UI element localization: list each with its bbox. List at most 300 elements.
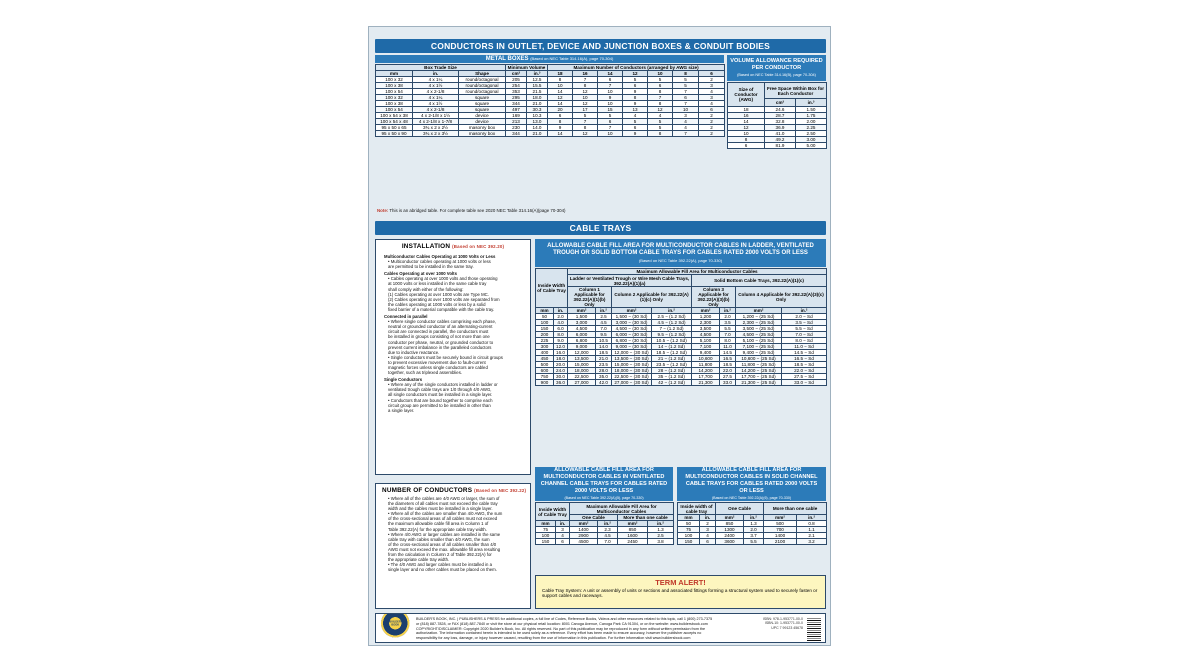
conductor-rule-line: • Where all of the cables are smaller than 4/0 AWG, the sum	[388, 511, 503, 517]
conductor-rule-line: cable tray with cables smaller than 4/0 AWG, the sum	[388, 536, 490, 542]
table-cell: 150	[536, 539, 556, 545]
table-cell: 2	[699, 125, 725, 131]
max-fill-header: Maximum Allowable Fill Area for Multiconductor Cables	[568, 269, 827, 275]
installation-line: • Multiconductor cables operating at 1000 volts or less	[388, 259, 491, 265]
unit-header: in.²	[797, 515, 827, 521]
table-cell: 10.5	[596, 338, 612, 344]
table-cell: 95 x 50 x 65	[376, 125, 413, 131]
table-cell: 17,700 − (25 Sd)	[736, 374, 782, 380]
volume-allowance-ref: (Based on NEC Table 314.16(B), page 70-304)	[737, 72, 816, 77]
installation-line: be installed in groups consisting of not more than one	[388, 334, 490, 340]
table-cell: 15,000	[568, 362, 596, 368]
table-cell: 6	[673, 95, 699, 101]
table-cell: device	[459, 119, 506, 125]
table-cell: 14 − (1.2 Sd)	[652, 344, 692, 350]
table-cell: 4	[673, 125, 699, 131]
table-cell: 169	[506, 113, 527, 119]
ventilated-channel-ref: (Based on NEC Table 392.22(A)(5), page 70-330)	[564, 495, 644, 500]
table-cell: 18.5	[720, 362, 736, 368]
table-cell: 8	[648, 101, 673, 107]
solid-channel-heading: ALLOWABLE CABLE FILL AREA FOR MULTICONDUCTOR CABLES IN SOLID CHANNEL CABLE TRAYS FOR CABLES RATED 2000 VOLTS OR LESS	[685, 467, 818, 494]
table-cell: 100 x 54	[376, 107, 413, 113]
table-cell: 2.1	[797, 533, 827, 539]
column-header: Shape	[459, 71, 506, 77]
unit-header: mm²	[716, 515, 744, 521]
table-cell: 6	[556, 539, 570, 545]
table-cell: 6	[728, 143, 765, 149]
installation-line: • Conductors that are bound together to comprise each	[388, 397, 493, 403]
table-cell: 497	[506, 107, 527, 113]
table-cell: 4500	[570, 539, 598, 545]
column-3-header: Column 3 Applicable for 392.22(A)(3)(b) Only	[692, 287, 736, 308]
unit-header: mm²	[736, 308, 782, 314]
table-cell: 6.0	[554, 326, 568, 332]
table-cell: 213	[506, 119, 527, 125]
table-cell: 15.5	[527, 83, 548, 89]
table-cell: 2100	[764, 539, 797, 545]
table-cell: 5	[673, 77, 699, 83]
table-cell: 1,200	[692, 314, 720, 320]
publisher-footer	[375, 613, 826, 643]
table-cell: 6	[548, 113, 573, 119]
installation-line: ventilated trough cable trays are 1/0 through 4/0 AWG,	[388, 387, 492, 393]
table-cell: 30.3	[527, 107, 548, 113]
table-cell: 33.0	[720, 380, 736, 386]
table-cell: 6	[598, 119, 623, 125]
main-title: CONDUCTORS IN OUTLET, DEVICE AND JUNCTION BOXES & CONDUIT BODIES	[375, 39, 826, 53]
installation-subheading: Cables Operating at over 1000 Volts	[384, 271, 457, 277]
table-cell: 3.00	[796, 137, 827, 143]
table-cell: 21.0	[596, 356, 612, 362]
solid-group-header: Solid Bottom Cable Trays, 392.22(A)(1)(c)	[692, 275, 827, 287]
table-cell: 8	[728, 137, 765, 143]
installation-line: the cables operating at 1000 volts or less by a solid	[388, 301, 486, 307]
conductor-rule-line: width and the cables must be installed in a single layer.	[388, 506, 493, 512]
table-cell: 900	[536, 380, 554, 386]
table-cell: 22.0	[720, 368, 736, 374]
table-cell: 9	[623, 89, 648, 95]
conductor-rule-line: AWG must not exceed the max. allowable fill area resulting	[388, 546, 501, 552]
number-conductors-panel	[375, 483, 531, 609]
table-cell: 9,000	[568, 344, 596, 350]
table-cell: 5	[573, 113, 598, 119]
table-cell: 4	[673, 119, 699, 125]
conductor-rule-line: • The 4/0 AWG and larger cables must be installed in a	[388, 562, 492, 568]
table-cell: 2.0 − Sd	[782, 314, 827, 320]
table-cell: 13.0	[527, 119, 548, 125]
isbn-line: ISBN: 978-1-953771-00-0	[762, 617, 803, 621]
unit-header: mm²	[764, 515, 797, 521]
ladder-table-title	[535, 239, 826, 267]
table-cell: 23.5 − (1.2 Sd)	[652, 362, 692, 368]
column-header: cm³	[506, 71, 527, 77]
table-cell: 7.0 − Sd	[782, 332, 827, 338]
table-cell: 4	[556, 533, 570, 539]
table-cell: 2900	[570, 533, 598, 539]
table-cell: 21.0	[527, 131, 548, 137]
table-cell: 28.7	[765, 113, 796, 119]
table-cell: 344	[506, 131, 527, 137]
table-cell: 9.5	[596, 332, 612, 338]
table-cell: 14	[728, 119, 765, 125]
table-cell: 2.5	[596, 314, 612, 320]
unit-cm3: cm³	[765, 99, 796, 107]
metal-boxes-title	[375, 55, 724, 63]
sc-more-cable-header: More than one cable	[764, 503, 827, 515]
isbn-line: UPC 7 99123 45678	[771, 625, 803, 630]
installation-heading: INSTALLATION	[401, 243, 451, 250]
solid-channel-ref: (Based on NEC Table 392.22(A)(6), page 70-330)	[711, 495, 792, 500]
table-cell: 16	[728, 113, 765, 119]
table-cell: 6,000 − (30 Sd)	[612, 332, 652, 338]
free-space-header: Free Space Within Box for Each Conductor	[765, 83, 827, 99]
table-cell: 9	[623, 131, 648, 137]
unit-header: in.²	[648, 521, 674, 527]
table-cell: 1.3	[648, 527, 674, 533]
table-cell: 3	[556, 527, 570, 533]
installation-line: conductor per phase, neutral, or grounded conductor to	[388, 339, 494, 345]
table-cell: 4 x 1¼	[413, 77, 459, 83]
table-cell: 35 − (1.2 Sd)	[652, 374, 692, 380]
table-cell: 4,500 − (30 Sd)	[612, 326, 652, 332]
table-cell: 6,800 − (30 Sd)	[612, 338, 652, 344]
table-cell: 21.5	[527, 89, 548, 95]
table-cell: 295	[506, 95, 527, 101]
conductor-rule-line: the maximum allowable cable fill area in Column 1 of	[388, 521, 489, 527]
number-conductors-heading: NUMBER OF CONDUCTORS	[382, 487, 473, 494]
table-cell: 9	[598, 95, 623, 101]
metal-boxes-note	[377, 208, 722, 213]
table-cell: 28.0	[596, 368, 612, 374]
table-cell: 1,500 − (30 Sd)	[612, 314, 652, 320]
cable-trays-title: CABLE TRAYS	[375, 221, 826, 235]
table-cell: square	[459, 101, 506, 107]
table-cell: 4 x 2-1/8 x 1-7/8	[413, 119, 459, 125]
table-cell: 27.5	[720, 374, 736, 380]
table-cell: 9.0	[554, 338, 568, 344]
table-cell: 100	[536, 320, 554, 326]
logo-lettering: BUILDER'S BOOK	[389, 620, 404, 627]
conductor-size-header: Size of Conductor (AWG)	[728, 83, 765, 107]
table-cell: 150	[536, 326, 554, 332]
table-cell: round/octagonal	[459, 89, 506, 95]
installation-line: magnetic forces unless single conductors are cabled	[388, 364, 488, 370]
table-cell: 1.50	[796, 107, 827, 113]
table-cell: 35.0	[596, 374, 612, 380]
column-header: 12	[623, 71, 648, 77]
note-label: Note:	[377, 208, 389, 213]
table-cell: 0.8	[797, 521, 827, 527]
unit-header: in.²	[598, 521, 618, 527]
table-cell: 14,200	[692, 368, 720, 374]
ventilated-channel-table	[535, 502, 674, 545]
unit-header: in.²	[744, 515, 764, 521]
unit-in3: in.³	[796, 99, 827, 107]
table-cell: 14.5 − Sd	[782, 350, 827, 356]
table-cell: 3,500	[692, 326, 720, 332]
table-cell: 1600	[618, 533, 648, 539]
table-cell: 17	[573, 107, 598, 113]
table-cell: 3.7	[744, 533, 764, 539]
conductor-rule-line: • Where all of the cables are 4/0 AWG or larger, the sum of	[388, 496, 500, 501]
term-alert-box	[535, 575, 826, 609]
table-cell: 2400	[716, 533, 744, 539]
column-4-header: Column 4 Applicable for 392.22(A)(3)(c) Only	[736, 287, 827, 308]
table-cell: 9.5 − (1.2 Sd)	[652, 332, 692, 338]
table-cell: 100 x 54 x 38	[376, 113, 413, 119]
table-cell: 28 − (1.2 Sd)	[652, 368, 692, 374]
reference-sheet	[368, 26, 831, 646]
table-cell: 75	[678, 527, 700, 533]
table-cell: 11.0 − Sd	[782, 344, 827, 350]
column-header: 8	[673, 71, 699, 77]
legal-line: COPYRIGHT/DISCLAIMER: Copyright 2020 Builder's Book, Inc. All rights reserved. No part of this publication may be reproduced in any form without written permission from the	[416, 626, 706, 631]
table-cell: 8	[623, 95, 648, 101]
table-cell: 18.5 − (1.2 Sd)	[652, 350, 692, 356]
table-cell: 10	[598, 89, 623, 95]
installation-text	[376, 250, 530, 413]
table-cell: 1,200 − (25 Sd)	[736, 314, 782, 320]
table-cell: 6,800	[568, 338, 596, 344]
installation-line: circuit group are permitted to be installed in other than	[388, 402, 491, 408]
table-cell: 10	[598, 131, 623, 137]
table-cell: 3.2	[797, 539, 827, 545]
table-cell: 9,400	[692, 350, 720, 356]
table-cell: 6	[700, 539, 716, 545]
metal-boxes-table	[375, 64, 725, 137]
table-cell: 27.5 − Sd	[782, 374, 827, 380]
table-cell: 1400	[570, 527, 598, 533]
table-cell: 2.0	[720, 314, 736, 320]
column-header: in.³	[527, 71, 548, 77]
installation-line: • Where any of the single conductors installed in ladder or	[388, 382, 498, 388]
table-cell: 4	[623, 113, 648, 119]
installation-line: prevent current imbalance in the paralleled conductors	[388, 344, 492, 350]
table-cell: 100	[536, 533, 556, 539]
table-cell: 8	[648, 89, 673, 95]
solid-channel-table	[677, 502, 827, 545]
table-cell: 12,000 − (30 Sd)	[612, 350, 652, 356]
table-cell: 100 x 32	[376, 77, 413, 83]
table-cell: 12	[573, 89, 598, 95]
unit-header: mm²	[570, 521, 598, 527]
legal-line: or (818) 887-7828, or FAX (818) 887-7840 or visit the store at our physical retail location: 8001 Canoga Avenue, Canoga Park CA 91304, or on the website: www.buildersbook.com	[416, 621, 708, 626]
ventilated-channel-title	[535, 467, 673, 501]
table-row	[536, 539, 674, 545]
table-cell: 100 x 54 x 48	[376, 119, 413, 125]
table-cell: 18.5 − Sd	[782, 362, 827, 368]
installation-line: are permitted to be installed in the same tray.	[388, 264, 474, 270]
legal-text	[416, 617, 756, 641]
table-cell: 1.1	[797, 527, 827, 533]
table-cell: 95 x 50 x 90	[376, 131, 413, 137]
table-cell: 2	[699, 119, 725, 125]
installation-line: at 1000 volts or less installed in the same cable tray	[388, 281, 487, 287]
table-cell: 36.9	[765, 125, 796, 131]
table-cell: 12	[728, 125, 765, 131]
table-cell: 150	[678, 539, 700, 545]
table-cell: 18.5	[596, 350, 612, 356]
table-cell: 3	[699, 95, 725, 101]
max-conductors-header: Maximum Number of Conductors (arranged by AWG size)	[548, 65, 725, 71]
table-cell: 23.5	[596, 362, 612, 368]
table-cell: 14	[548, 89, 573, 95]
table-cell: 27,000 − (30 Sd)	[612, 380, 652, 386]
table-cell: 3.5 − Sd	[782, 320, 827, 326]
table-cell: 3.5	[720, 320, 736, 326]
table-cell: 5	[623, 119, 648, 125]
table-cell: 353	[506, 89, 527, 95]
vc-max-header: Maximum Allowable Fill Area for Multiconductor Cables	[570, 503, 674, 515]
volume-allowance-heading: VOLUME ALLOWANCE REQUIRED PER CONDUCTOR	[730, 57, 823, 71]
table-cell: 7,100	[692, 344, 720, 350]
table-cell: 14.0	[596, 344, 612, 350]
table-row	[376, 131, 725, 137]
table-cell: 9,400 − (25 Sd)	[736, 350, 782, 356]
table-cell: 4 x 1½	[413, 101, 459, 107]
table-cell: 5	[598, 113, 623, 119]
table-cell: 2	[700, 521, 716, 527]
conductor-rule-line: of the cross-sectional areas of all cables must not exceed	[388, 516, 498, 522]
table-cell: 4 x 1¼	[413, 95, 459, 101]
column-header: 18	[548, 71, 573, 77]
installation-line: fixed barrier of a material compatible with the cable tray.	[388, 306, 495, 312]
table-cell: 5.00	[796, 143, 827, 149]
sc-width-header: Inside width of cable tray	[678, 503, 716, 515]
table-cell: 9,000 − (30 Sd)	[612, 344, 652, 350]
table-cell: masonry box	[459, 131, 506, 137]
unit-header: mm	[536, 308, 554, 314]
table-cell: 3¾ x 2 x 2½	[413, 125, 459, 131]
table-cell: 10	[673, 107, 699, 113]
table-cell: 4,500 − (25 Sd)	[736, 332, 782, 338]
column-header: 10	[648, 71, 673, 77]
table-cell: 2.5 − (1.2 Sd)	[652, 314, 692, 320]
table-cell: 3	[699, 83, 725, 89]
legal-line: BUILDER'S BOOK, INC. | PUBLISHERS & PRESS for additional copies, a full line of Codes, Reference Books, Videos and other resources related to this topic, call 1 (800) 273-7375	[416, 617, 713, 621]
table-cell: 4	[648, 113, 673, 119]
table-cell: 10	[548, 83, 573, 89]
note-text: This is an abridged table. For complete table see 2020 NEC Table 314.16(A)(page 70-304)	[389, 208, 566, 213]
table-cell: 12	[648, 107, 673, 113]
table-cell: 7	[673, 89, 699, 95]
table-cell: 2.00	[796, 119, 827, 125]
table-cell: 2.3	[598, 527, 618, 533]
table-cell: 2,300 − (25 Sd)	[736, 320, 782, 326]
table-cell: 12.5	[527, 77, 548, 83]
table-cell: 1400	[764, 533, 797, 539]
table-cell: 24.0	[554, 368, 568, 374]
legal-line: responsibility for any loss, damage, or injury however caused, resulting from the use of information in this publication. For further information visit www.buildersbook.com	[416, 636, 691, 641]
installation-line: • Single conductors must be securely bound in circuit groups	[388, 354, 503, 360]
number-conductors-text	[376, 494, 530, 572]
table-cell: 10	[573, 95, 598, 101]
conductor-rule-line: single layer and no other cables must be placed on them.	[388, 567, 497, 573]
table-cell: 4.0	[554, 320, 568, 326]
installation-subheading: Connected in parallel	[384, 314, 428, 320]
table-cell: 7	[598, 125, 623, 131]
table-cell: 400	[536, 350, 554, 356]
table-cell: 100 x 38	[376, 83, 413, 89]
table-cell: 850	[618, 527, 648, 533]
table-cell: 75	[536, 527, 556, 533]
table-cell: 15,000 − (30 Sd)	[612, 362, 652, 368]
column-header: mm	[376, 71, 413, 77]
table-cell: 24.6	[765, 107, 796, 113]
unit-header: in.²	[596, 308, 612, 314]
legal-line: authorization. The information contained herein is intended to be used solely as a reference. Every effort has been made to ensure accuracy, however the publisher accepts no	[416, 631, 702, 636]
table-row	[678, 539, 827, 545]
table-cell: 12	[573, 101, 598, 107]
installation-line: (2) Cables operating at over 1000 volts are separated from	[388, 296, 500, 302]
table-cell: 8	[573, 83, 598, 89]
table-cell: 16.0	[554, 350, 568, 356]
table-cell: 42 − (1.2 Sd)	[652, 380, 692, 386]
table-cell: 450	[536, 356, 554, 362]
table-cell: 11,800	[692, 362, 720, 368]
table-cell: 225	[536, 338, 554, 344]
table-cell: 22,500	[568, 374, 596, 380]
table-cell: 3,000	[568, 320, 596, 326]
volume-allowance-table	[727, 82, 827, 149]
table-cell: 14.0	[527, 125, 548, 131]
table-cell: 13	[623, 107, 648, 113]
table-cell: 4	[700, 533, 716, 539]
column-2-header: Column 2 Applicable for 392.22(A)(1)(c) Only	[612, 287, 692, 308]
table-cell: 41.0	[765, 131, 796, 137]
table-cell: 10.5 − (1.2 Sd)	[652, 338, 692, 344]
table-cell: 12	[548, 95, 573, 101]
table-cell: 700	[764, 527, 797, 533]
table-cell: 6	[623, 83, 648, 89]
barcode-icon	[807, 617, 821, 641]
table-cell: 850	[716, 521, 744, 527]
installation-line: to prevent excessive movement due to fault-current	[388, 359, 486, 365]
table-cell: 100 x 38	[376, 101, 413, 107]
table-cell: 22,500 − (30 Sd)	[612, 374, 652, 380]
table-cell: 10,600 − (25 Sd)	[736, 356, 782, 362]
ladder-table-heading: ALLOWABLE CABLE FILL AREA FOR MULTICONDUCTOR CABLES IN LADDER, VENTILATED TROUGH OR SOLID BOTTOM CABLE TRAYS FOR CABLES RATED 2000 VOLTS OR LESS	[547, 242, 814, 256]
unit-header: in.	[556, 521, 570, 527]
table-cell: 18,000	[568, 368, 596, 374]
table-cell: 5	[673, 83, 699, 89]
table-cell: 500	[536, 362, 554, 368]
metal-boxes-heading: METAL BOXES	[485, 56, 529, 62]
table-cell: 50	[678, 521, 700, 527]
table-cell: 500	[764, 521, 797, 527]
table-cell: 9	[623, 101, 648, 107]
conductor-rule-line: the appropriate cable tray width.	[388, 557, 450, 563]
table-cell: 3	[700, 527, 716, 533]
table-row	[536, 380, 827, 386]
table-cell: 2.0	[744, 527, 764, 533]
conductor-rule-line: the diameters of all cables must not exceed the cable tray	[388, 501, 498, 507]
table-cell: 7.0	[720, 332, 736, 338]
table-cell: 3¾ x 2 x 3½	[413, 131, 459, 137]
table-cell: 8.0	[720, 338, 736, 344]
table-cell: 1,500	[568, 314, 596, 320]
metal-boxes-ref: (Based on NEC Table 314.16(A), page 70-304)	[530, 56, 614, 61]
table-cell: 4 x 2-1/8 x 1½	[413, 113, 459, 119]
publisher-logo	[381, 613, 410, 638]
table-cell: 5,100 − (25 Sd)	[736, 338, 782, 344]
table-cell: 5.5	[744, 539, 764, 545]
table-cell: 5,100	[692, 338, 720, 344]
table-cell: 32.8	[765, 119, 796, 125]
isbn-line: ISBN-10: 1-953771-00-0	[764, 621, 803, 626]
ladder-group-header: Ladder or Ventilated Trough or Wire Mesh Cable Trays, 392.22(A)(1)(a)	[568, 275, 692, 287]
unit-header: mm²	[568, 308, 596, 314]
